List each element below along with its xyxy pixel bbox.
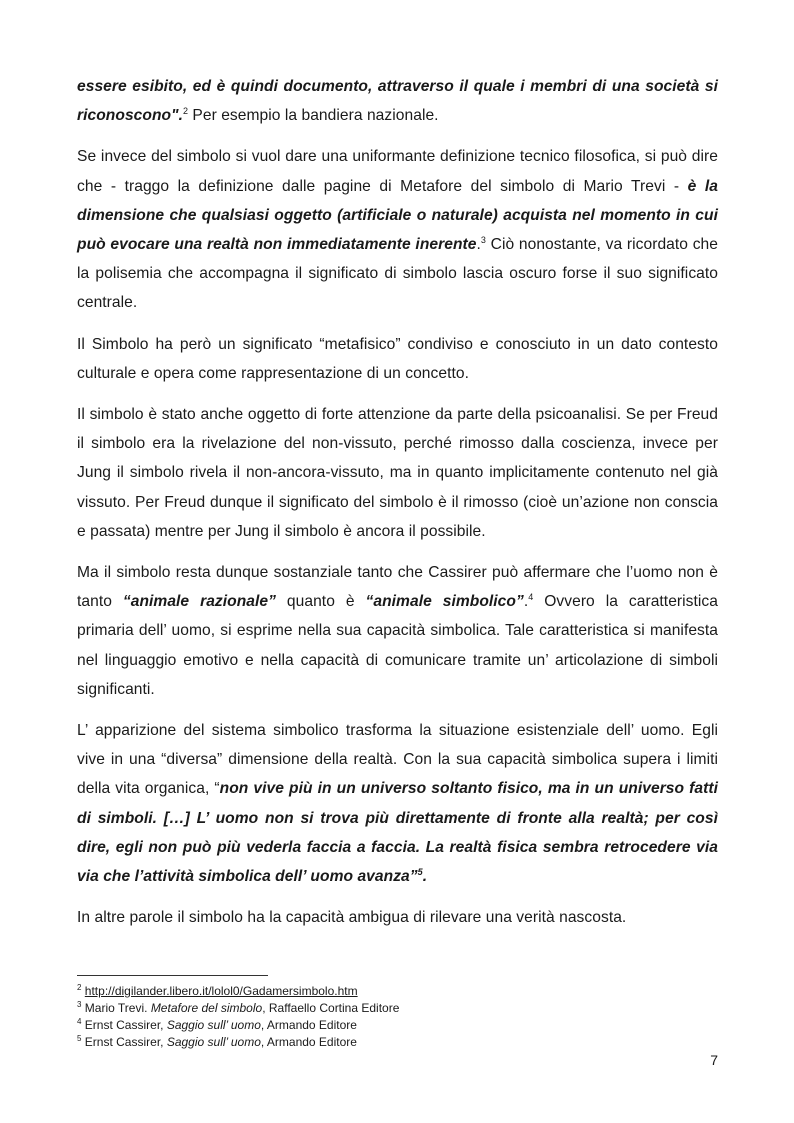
footnote-author: Ernst Cassirer, (84, 1018, 167, 1032)
footnote-link[interactable]: http://digilander.libero.it/lolol0/Gadamersimbolo.htm (84, 984, 358, 998)
footnote-separator (77, 975, 268, 976)
quote-continuation: essere esibito, ed è quindi documento, attraverso il quale i membri di una società si riconoscono". (77, 78, 718, 125)
page-number: 7 (710, 1052, 718, 1068)
footnote-number: 2 (77, 983, 82, 992)
paragraph-text: Ciò nonostante, va ricordato che la polisemia che accompagna il significato di simbolo lascia oscuro forse il suo significato centrale. (77, 236, 718, 312)
footnote-number: 4 (77, 1017, 82, 1026)
paragraph-text: quanto è (275, 593, 366, 611)
paragraph-4: Il simbolo è stato anche oggetto di forte attenzione da parte della psicoanalisi. Se per Freud il simbolo era la rivelazione del non-vissuto, perché rimosso dalla coscienza, invece per Jung il simbolo rivela il non-ancora-vissuto, ma in quanto implicitamente contenuto nel già vissuto. Per Freud dunque il significato del simbolo è il rimosso (cioè un’azione non conscia e passata) mentre per Jung il simbolo è ancora il possibile. (77, 406, 718, 540)
paragraph-text: L’ apparizione del sistema simbolico trasforma la situazione esistenziale dell’ uomo. Egli vive in una “diversa” dimensione della realtà. Con la sua capacità simbolica supera i limiti della vita organica, “ (77, 722, 718, 798)
paragraph-1 (77, 72, 718, 130)
emphasized-quote: “animale razionale” (122, 593, 276, 611)
paragraph-text: . (422, 868, 428, 886)
body-text (77, 72, 718, 944)
paragraph-7: In altre parole il simbolo ha la capacità ambigua di rilevare una verità nascosta. (77, 909, 627, 927)
footnote-ref-3[interactable]: 3 (480, 235, 486, 246)
footnote-title: Saggio sull’ uomo (166, 1018, 261, 1032)
paragraph-2 (77, 142, 718, 317)
emphasized-quote: “animale simbolico” (365, 593, 524, 611)
footnote-title: Metafore del simbolo (150, 1001, 263, 1015)
footnote-ref-4[interactable]: 4 (528, 592, 534, 603)
footnote-publisher: , Armando Editore (260, 1018, 357, 1032)
footnote-ref-5[interactable]: 5 (417, 867, 423, 878)
footnote-number: 3 (77, 1000, 82, 1009)
paragraph-3: Il Simbolo ha però un significato “metafisico” condiviso e conosciuto in un dato contesto culturale e opera come rappresentazione di un concetto. (77, 335, 718, 382)
paragraph-text: . (476, 236, 481, 254)
footnote-ref-2[interactable]: 2 (182, 106, 189, 117)
emphasized-definition: è la dimensione che qualsiasi oggetto (artificiale o naturale) acquista nel momento in cui può evocare una realtà non immediatamente inerente (77, 177, 718, 254)
footnotes (77, 983, 718, 1051)
paragraph-text: Ma il simbolo resta dunque sostanziale tanto che Cassirer può affermare che l’uomo non è tanto (77, 564, 718, 611)
footnote-3 (77, 1000, 718, 1017)
paragraph-5 (77, 558, 718, 704)
footnote-5 (77, 1034, 718, 1051)
footnote-title: Saggio sull’ uomo (166, 1035, 261, 1049)
footnote-2 (77, 983, 718, 1000)
footnote-publisher: , Raffaello Cortina Editore (262, 1001, 400, 1015)
paragraph-text: . (523, 593, 529, 611)
paragraph-text: Per esempio la bandiera nazionale. (188, 107, 439, 125)
paragraph-text: Se invece del simbolo si vuol dare una uniformante definizione tecnico filosofica, si può dire che - traggo la definizione dalle pagine di Metafore del simbolo di Mario Trevi - (77, 148, 718, 195)
emphasized-quote: non vive più in un universo soltanto fisico, ma in un universo fatti di simboli. […] L’ uomo non si trova più direttamente di fronte alla realtà; per così dire, egli non può più vederla faccia a faccia. La realtà fisica sembra retrocedere via via che l’attività simbolica dell’ uomo avanza” (77, 780, 718, 886)
paragraph-6 (77, 716, 718, 891)
footnote-author: Ernst Cassirer, (84, 1035, 167, 1049)
paragraph-text: Ovvero la caratteristica primaria dell’ uomo, si esprime nella sua capacità simbolica. Tale caratteristica si manifesta nel linguaggio emotivo e nella capacità di comunicare tramite un’ articolazione di simboli significanti. (77, 593, 718, 698)
footnote-author: Mario Trevi. (84, 1001, 151, 1015)
footnote-publisher: , Armando Editore (260, 1035, 357, 1049)
footnote-number: 5 (77, 1034, 82, 1043)
footnote-4 (77, 1017, 718, 1034)
